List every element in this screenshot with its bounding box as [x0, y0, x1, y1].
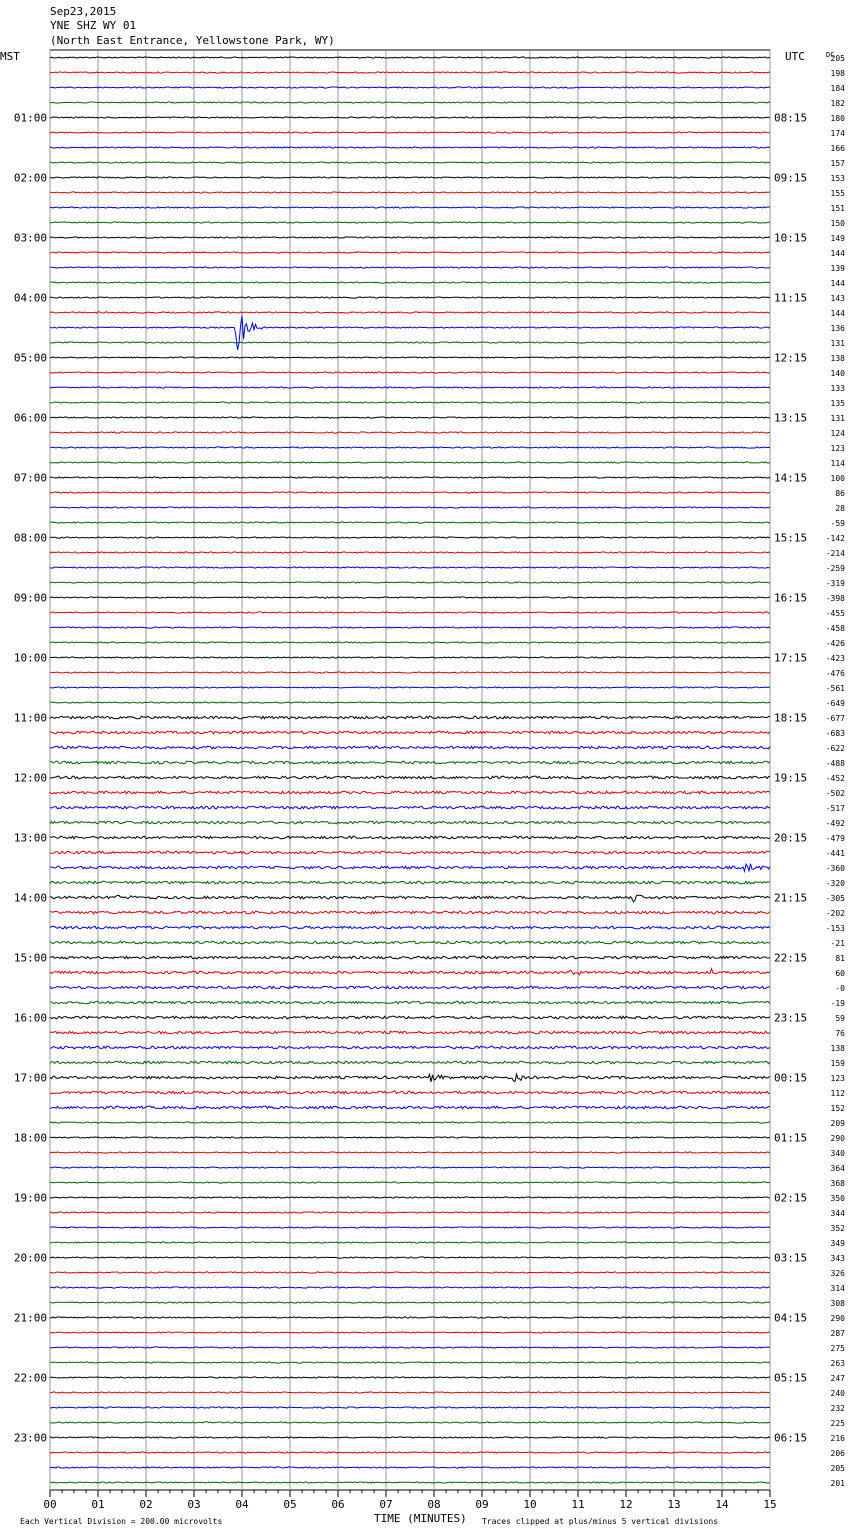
right-time-label-10: 18:15: [774, 711, 808, 725]
trace-72: [50, 1137, 770, 1138]
trace-17: [50, 312, 770, 313]
trace-19: [50, 342, 770, 343]
trace-61: [50, 969, 770, 975]
dc-value-82: 314: [830, 1284, 845, 1293]
dc-value-31: -59: [830, 519, 845, 528]
trace-79: [50, 1242, 770, 1243]
right-time-label-20: 04:15: [774, 1311, 808, 1325]
trace-78: [50, 1227, 770, 1228]
left-time-label-5: 06:00: [13, 411, 47, 425]
trace-64: [50, 1016, 770, 1019]
dc-value-5: 174: [830, 129, 845, 138]
trace-50: [50, 806, 770, 809]
right-zone-label: UTC: [785, 50, 805, 63]
dc-value-27: 114: [830, 459, 845, 468]
trace-54: [50, 864, 770, 872]
left-time-label-20: 21:00: [13, 1311, 47, 1325]
trace-15: [50, 282, 770, 283]
dc-value-42: -561: [825, 684, 845, 693]
right-time-label-14: 22:15: [774, 951, 808, 965]
dc-value-73: 340: [830, 1149, 845, 1158]
dc-value-39: -426: [825, 639, 845, 648]
left-time-label-1: 02:00: [13, 171, 47, 185]
trace-18: [50, 316, 770, 350]
dc-value-70: 152: [830, 1104, 845, 1113]
right-time-label-15: 23:15: [774, 1011, 808, 1025]
x-axis-title: TIME (MINUTES): [374, 1512, 467, 1525]
x-tick-label-6: 06: [331, 1498, 345, 1511]
dc-value-55: -320: [825, 879, 845, 888]
right-time-label-19: 03:15: [774, 1251, 808, 1265]
dc-value-19: 131: [830, 339, 845, 348]
left-time-label-16: 17:00: [13, 1071, 47, 1085]
dc-value-71: 209: [830, 1119, 845, 1128]
dc-value-75: 368: [830, 1179, 845, 1188]
trace-69: [50, 1091, 770, 1094]
dc-value-84: 290: [830, 1314, 845, 1323]
dc-value-38: -458: [825, 624, 845, 633]
left-time-label-15: 16:00: [13, 1011, 47, 1025]
trace-26: [50, 447, 770, 448]
dc-value-62: -0: [835, 984, 845, 993]
dc-value-7: 157: [830, 159, 845, 168]
trace-65: [50, 1031, 770, 1034]
trace-94: [50, 1467, 770, 1468]
dc-value-15: 144: [830, 279, 845, 288]
dc-value-25: 124: [830, 429, 845, 438]
trace-52: [50, 836, 770, 839]
dc-value-32: -142: [825, 534, 845, 543]
dc-value-46: -622: [825, 744, 845, 753]
trace-47: [50, 761, 770, 764]
dc-value-49: -502: [825, 789, 845, 798]
dc-value-56: -305: [825, 894, 845, 903]
dc-value-48: -452: [825, 774, 845, 783]
dc-value-94: 205: [830, 1464, 845, 1473]
trace-0: [50, 57, 770, 58]
trace-73: [50, 1152, 770, 1153]
left-time-label-11: 12:00: [13, 771, 47, 785]
trace-88: [50, 1377, 770, 1378]
dc-value-35: -319: [825, 579, 845, 588]
trace-53: [50, 851, 770, 854]
x-tick-label-4: 04: [235, 1498, 249, 1511]
trace-89: [50, 1392, 770, 1393]
dc-value-10: 151: [830, 204, 845, 213]
dc-value-52: -479: [825, 834, 845, 843]
trace-55: [50, 881, 770, 884]
right-time-label-13: 21:15: [774, 891, 808, 905]
dc-value-53: -441: [825, 849, 845, 858]
dc-value-60: 81: [835, 954, 845, 963]
x-tick-label-15: 15: [763, 1498, 777, 1511]
trace-51: [50, 821, 770, 824]
dc-value-13: 144: [830, 249, 845, 258]
trace-4: [50, 117, 770, 118]
trace-32: [50, 537, 770, 538]
dc-value-85: 287: [830, 1329, 845, 1338]
trace-24: [50, 417, 770, 418]
trace-49: [50, 791, 770, 794]
header-date: Sep23,2015: [50, 5, 117, 18]
dc-value-93: 206: [830, 1449, 845, 1458]
trace-85: [50, 1332, 770, 1333]
trace-39: [50, 642, 770, 643]
plot-frame: [50, 50, 770, 1490]
dc-value-90: 232: [830, 1404, 845, 1413]
trace-3: [50, 102, 770, 103]
dc-value-20: 138: [830, 354, 845, 363]
trace-38: [50, 627, 770, 628]
left-time-label-17: 18:00: [13, 1131, 47, 1145]
dc-value-16: 143: [830, 294, 845, 303]
trace-86: [50, 1347, 770, 1348]
dc-value-17: 144: [830, 309, 845, 318]
trace-30: [50, 507, 770, 508]
trace-90: [50, 1407, 770, 1408]
header-location: (North East Entrance, Yellowstone Park, WY): [50, 34, 335, 47]
trace-8: [50, 177, 770, 178]
dc-value-11: 150: [830, 219, 845, 228]
left-time-label-4: 05:00: [13, 351, 47, 365]
header-station: YNE SHZ WY 01: [50, 19, 137, 32]
dc-value-21: 140: [830, 369, 845, 378]
trace-6: [50, 147, 770, 148]
trace-58: [50, 926, 770, 929]
left-time-label-18: 19:00: [13, 1191, 47, 1205]
x-tick-label-5: 05: [283, 1498, 297, 1511]
x-tick-label-11: 11: [571, 1498, 585, 1511]
dc-value-81: 326: [830, 1269, 845, 1278]
right-time-label-11: 19:15: [774, 771, 808, 785]
trace-84: [50, 1317, 770, 1318]
right-time-label-22: 06:15: [774, 1431, 808, 1445]
dc-value-8: 153: [830, 174, 845, 183]
trace-5: [50, 132, 770, 133]
right-time-label-7: 15:15: [774, 531, 808, 545]
left-time-label-14: 15:00: [13, 951, 47, 965]
dc-value-89: 240: [830, 1389, 845, 1398]
right-time-label-18: 02:15: [774, 1191, 808, 1205]
clip-note: Traces clipped at plus/minus 5 vertical divisions: [482, 1517, 719, 1526]
x-tick-label-13: 13: [667, 1498, 681, 1511]
x-tick-label-7: 07: [379, 1498, 393, 1511]
right-time-label-0: 08:15: [774, 111, 808, 125]
trace-25: [50, 432, 770, 433]
trace-16: [50, 297, 770, 298]
right-time-label-21: 05:15: [774, 1371, 808, 1385]
trace-27: [50, 462, 770, 463]
dc-value-45: -683: [825, 729, 845, 738]
dc-value-68: 123: [830, 1074, 845, 1083]
dc-value-9: 155: [830, 189, 845, 198]
dc-value-23: 135: [830, 399, 845, 408]
left-time-label-13: 14:00: [13, 891, 47, 905]
trace-33: [50, 552, 770, 553]
dc-value-14: 139: [830, 264, 845, 273]
dc-value-18: 136: [830, 324, 845, 333]
trace-37: [50, 612, 770, 613]
dc-value-79: 349: [830, 1239, 845, 1248]
dc-value-0: 205: [830, 54, 845, 63]
dc-value-2: 184: [830, 84, 845, 93]
dc-value-95: 201: [830, 1479, 845, 1488]
trace-22: [50, 387, 770, 388]
right-time-label-12: 20:15: [774, 831, 808, 845]
trace-62: [50, 986, 770, 989]
dc-value-80: 343: [830, 1254, 845, 1263]
dc-value-69: 112: [830, 1089, 845, 1098]
dc-value-86: 275: [830, 1344, 845, 1353]
left-time-label-0: 01:00: [13, 111, 47, 125]
dc-value-40: -423: [825, 654, 845, 663]
trace-57: [50, 911, 770, 914]
trace-23: [50, 402, 770, 403]
trace-10: [50, 207, 770, 208]
trace-67: [50, 1061, 770, 1064]
trace-93: [50, 1452, 770, 1453]
trace-40: [50, 657, 770, 658]
dc-value-34: -259: [825, 564, 845, 573]
x-tick-label-8: 08: [427, 1498, 441, 1511]
right-time-label-17: 01:15: [774, 1131, 808, 1145]
scale-note: Each Vertical Division = 200.00 microvolts: [20, 1517, 223, 1526]
dc-value-24: 131: [830, 414, 845, 423]
right-time-label-9: 17:15: [774, 651, 808, 665]
dc-value-92: 216: [830, 1434, 845, 1443]
right-time-label-16: 00:15: [774, 1071, 808, 1085]
dc-value-33: -214: [825, 549, 845, 558]
dc-value-78: 352: [830, 1224, 845, 1233]
trace-12: [50, 237, 770, 238]
dc-value-43: -649: [825, 699, 845, 708]
trace-28: [50, 477, 770, 478]
dc-value-44: -677: [825, 714, 845, 723]
dc-value-57: -202: [825, 909, 845, 918]
trace-11: [50, 222, 770, 223]
left-time-label-3: 04:00: [13, 291, 47, 305]
dc-value-91: 225: [830, 1419, 845, 1428]
dc-value-88: 247: [830, 1374, 845, 1383]
dc-value-87: 263: [830, 1359, 845, 1368]
dc-value-54: -360: [825, 864, 845, 873]
trace-77: [50, 1212, 770, 1213]
trace-31: [50, 522, 770, 523]
dc-value-67: 159: [830, 1059, 845, 1068]
trace-71: [50, 1122, 770, 1123]
trace-80: [50, 1257, 770, 1258]
left-time-label-22: 23:00: [13, 1431, 47, 1445]
dc-value-74: 364: [830, 1164, 845, 1173]
trace-68: [50, 1074, 770, 1082]
trace-56: [50, 895, 770, 902]
dc-value-41: -476: [825, 669, 845, 678]
trace-76: [50, 1197, 770, 1198]
trace-20: [50, 357, 770, 358]
dc-value-61: 60: [835, 969, 845, 978]
trace-81: [50, 1272, 770, 1273]
dc-value-26: 123: [830, 444, 845, 453]
trace-44: [50, 716, 770, 719]
trace-75: [50, 1182, 770, 1183]
trace-13: [50, 252, 770, 253]
dc-value-76: 350: [830, 1194, 845, 1203]
right-time-label-3: 11:15: [774, 291, 808, 305]
dc-value-29: 86: [835, 489, 845, 498]
dc-value-63: -19: [830, 999, 845, 1008]
trace-82: [50, 1287, 770, 1288]
trace-34: [50, 567, 770, 568]
trace-66: [50, 1046, 770, 1049]
dc-value-6: 166: [830, 144, 845, 153]
dc-value-22: 133: [830, 384, 845, 393]
trace-70: [50, 1106, 770, 1109]
left-time-label-10: 11:00: [13, 711, 47, 725]
x-tick-label-3: 03: [187, 1498, 201, 1511]
right-time-label-5: 13:15: [774, 411, 808, 425]
dc-value-72: 290: [830, 1134, 845, 1143]
dc-value-51: -492: [825, 819, 845, 828]
trace-2: [50, 87, 770, 88]
x-tick-label-10: 10: [523, 1498, 537, 1511]
dc-value-28: 100: [830, 474, 845, 483]
dc-value-66: 138: [830, 1044, 845, 1053]
left-zone-label: MST: [0, 50, 20, 63]
dc-value-77: 344: [830, 1209, 845, 1218]
dc-value-30: 28: [835, 504, 845, 513]
trace-63: [50, 1001, 770, 1004]
left-time-label-19: 20:00: [13, 1251, 47, 1265]
right-time-label-8: 16:15: [774, 591, 808, 605]
trace-29: [50, 492, 770, 493]
dc-value-64: 59: [835, 1014, 845, 1023]
dc-value-47: -488: [825, 759, 845, 768]
dc-label: DC: [826, 51, 835, 59]
trace-9: [50, 192, 770, 193]
dc-value-58: -153: [825, 924, 845, 933]
x-tick-label-2: 02: [139, 1498, 153, 1511]
left-time-label-21: 22:00: [13, 1371, 47, 1385]
left-time-label-6: 07:00: [13, 471, 47, 485]
dc-value-4: 180: [830, 114, 845, 123]
dc-value-50: -517: [825, 804, 845, 813]
trace-92: [50, 1437, 770, 1438]
trace-87: [50, 1362, 770, 1363]
dc-value-3: 182: [830, 99, 845, 108]
x-tick-label-12: 12: [619, 1498, 633, 1511]
x-tick-label-14: 14: [715, 1498, 729, 1511]
trace-60: [50, 956, 770, 959]
x-tick-label-1: 01: [91, 1498, 105, 1511]
x-tick-label-0: 00: [43, 1498, 57, 1511]
right-time-label-4: 12:15: [774, 351, 808, 365]
trace-48: [50, 776, 770, 779]
trace-59: [50, 941, 770, 944]
right-time-label-1: 09:15: [774, 171, 808, 185]
right-time-label-2: 10:15: [774, 231, 808, 245]
trace-74: [50, 1167, 770, 1168]
left-time-label-12: 13:00: [13, 831, 47, 845]
left-time-label-9: 10:00: [13, 651, 47, 665]
trace-1: [50, 72, 770, 73]
dc-value-36: -398: [825, 594, 845, 603]
dc-value-83: 308: [830, 1299, 845, 1308]
trace-7: [50, 162, 770, 163]
trace-46: [50, 746, 770, 749]
x-tick-label-9: 09: [475, 1498, 489, 1511]
trace-83: [50, 1302, 770, 1303]
trace-35: [50, 582, 770, 583]
right-time-label-6: 14:15: [774, 471, 808, 485]
trace-91: [50, 1422, 770, 1423]
left-time-label-8: 09:00: [13, 591, 47, 605]
trace-42: [50, 687, 770, 688]
trace-14: [50, 267, 770, 268]
trace-95: [50, 1482, 770, 1483]
trace-45: [50, 731, 770, 734]
left-time-label-2: 03:00: [13, 231, 47, 245]
trace-43: [50, 702, 770, 703]
dc-value-37: -455: [825, 609, 845, 618]
trace-36: [50, 597, 770, 598]
trace-41: [50, 672, 770, 673]
dc-value-1: 198: [830, 69, 845, 78]
dc-value-59: -21: [830, 939, 845, 948]
dc-value-12: 149: [830, 234, 845, 243]
left-time-label-7: 08:00: [13, 531, 47, 545]
dc-value-65: 76: [835, 1029, 845, 1038]
trace-21: [50, 372, 770, 373]
